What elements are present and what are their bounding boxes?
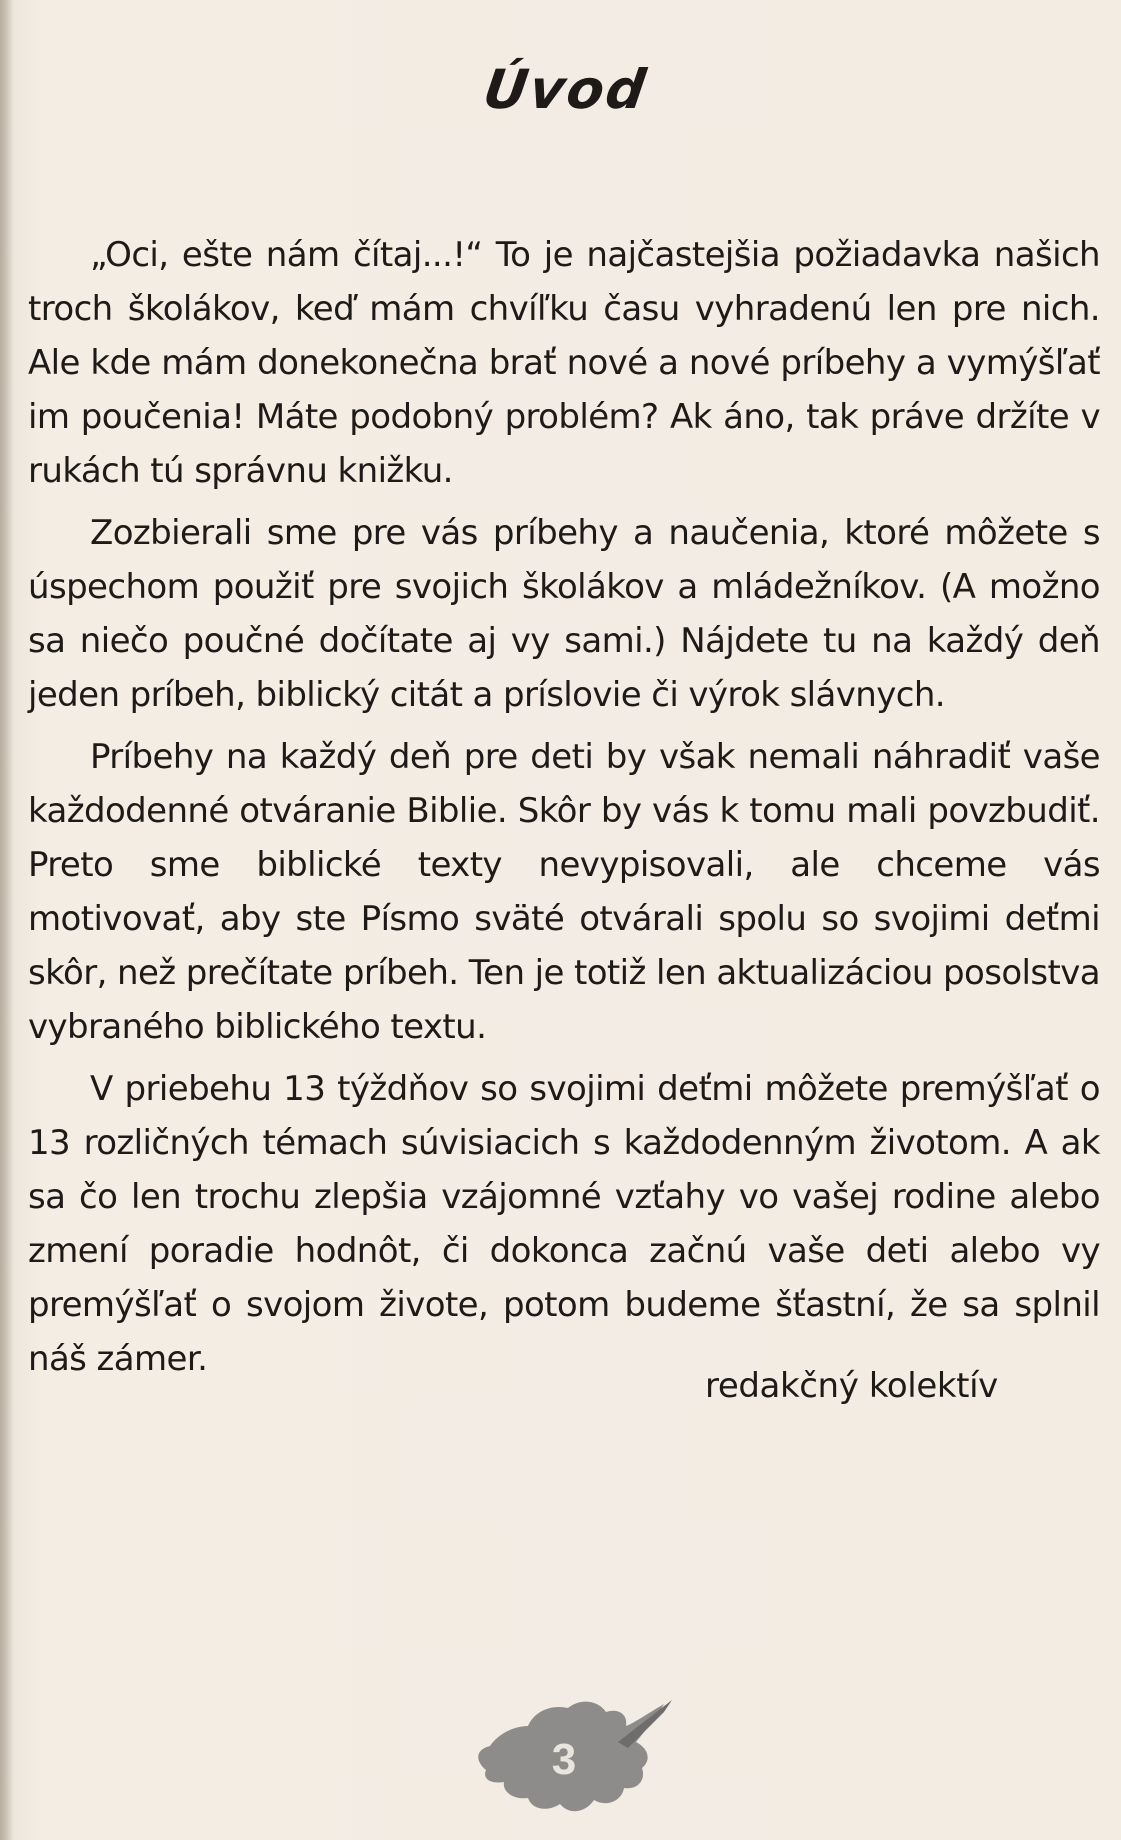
paragraph-2: Zozbierali sme pre vás príbehy a naučenia, ktoré môžete s úspechom použiť pre svojich školákov a mládežníkov. (A možno sa niečo poučné dočítate aj vy sami.) Nájdete tu na každý deň jeden príbeh, biblický citát a príslovie či výrok slávnych. — [28, 513, 1100, 715]
paragraph-1: „Oci, ešte nám čítaj...!“ To je najčastejšia požiadavka našich troch školákov, keď mám chvíľku času vyhradenú len pre nich. Ale kde mám donekonečna brať nové a nové príbehy a vymýšľať im poučenia! Máte podobný problém? Ak áno, tak práve držíte v rukách tú správnu knižku. — [28, 235, 1100, 491]
paragraph-3: Príbehy na každý deň pre deti by však nemali náhradiť vaše každodenné otváranie Biblie. Skôr by vás k tomu mali povzbudiť. Preto sme biblické texty nevypisovali, ale chceme vás motivovať, aby ste Písmo sväté otvárali spolu so svojimi deťmi skôr, než prečítate príbeh. Ten je totiž len aktualizáciou posolstva vybraného biblického textu. — [28, 737, 1100, 1047]
signature: redakčný kolektív — [705, 1366, 998, 1406]
page-binding-shadow — [0, 0, 14, 1840]
body-text — [28, 228, 1100, 1394]
page-number: 3 — [551, 1735, 577, 1784]
chapter-title-text: Úvod — [479, 58, 652, 121]
paragraph-4: V priebehu 13 týždňov so svojimi deťmi môžete premýšľať o 13 rozličných témach súvisiacich s každodenným životom. A ak sa čo len trochu zlepšia vzájomné vzťahy vo vašej rodine alebo zmení poradie hodnôt, či dokonca začnú vaše deti alebo vy premýšľať o svojom živote, potom budeme šťastní, že sa splnil náš zámer. — [28, 1069, 1100, 1379]
chapter-title — [0, 58, 1121, 121]
page-number-badge — [468, 1682, 678, 1822]
